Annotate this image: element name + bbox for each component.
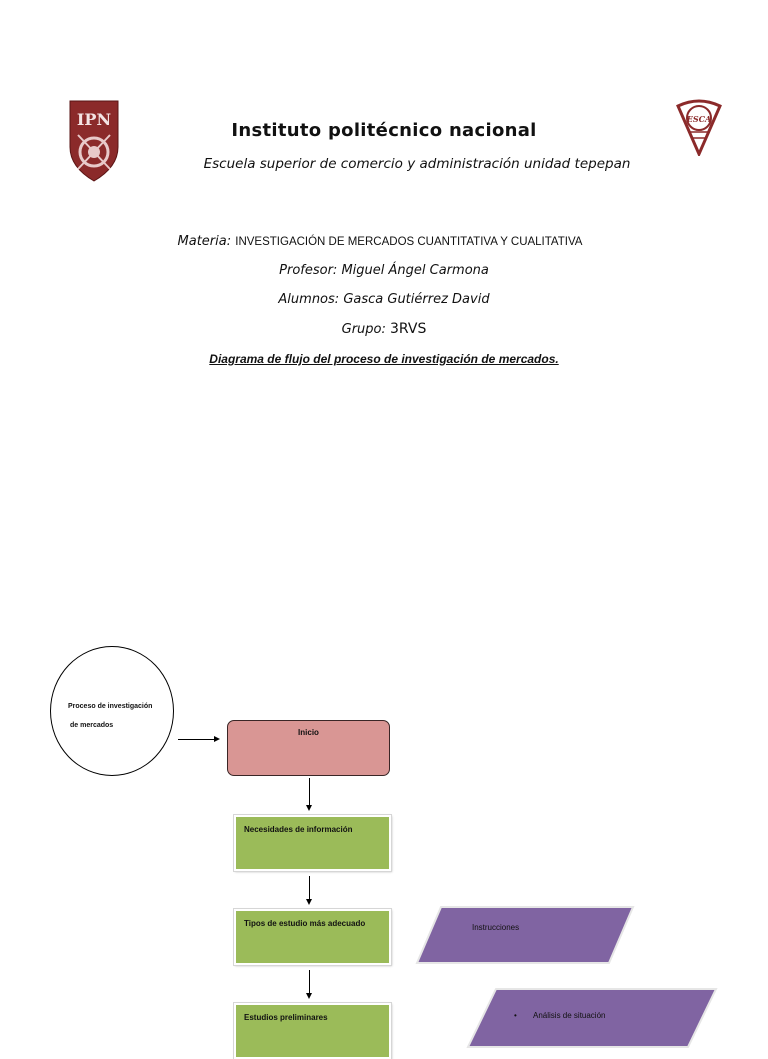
- step-box-estudios: [234, 1003, 391, 1059]
- alumnos-line: [0, 292, 768, 307]
- input-parallelogram-analisis: [466, 988, 718, 1048]
- profesor-value: Miguel Ángel Carmona: [341, 263, 489, 278]
- document-heading: Diagrama de flujo del proceso de investigación de mercados.: [209, 352, 559, 366]
- input-label: Análisis de situación: [533, 1011, 606, 1020]
- grupo-label: Grupo:: [341, 322, 386, 337]
- materia-label: Materia:: [177, 234, 232, 249]
- process-circle-line1: Proceso de investigación: [68, 703, 153, 710]
- arrow-step1-to-step2: [309, 876, 310, 899]
- alumnos-value: Gasca Gutiérrez David: [343, 292, 490, 307]
- bullet-icon: •: [514, 1011, 517, 1020]
- alumnos-label: Alumnos:: [278, 292, 340, 307]
- process-circle-line2: de mercados: [70, 722, 114, 729]
- start-box: [227, 720, 390, 776]
- step-label: Estudios preliminares: [244, 1013, 328, 1022]
- arrow-start-to-step1: [309, 778, 310, 805]
- page-title: Instituto politécnico nacional: [231, 120, 537, 141]
- arrow-step2-to-step3: [309, 970, 310, 993]
- input-parallelogram-instrucciones: [415, 906, 635, 964]
- grupo-value: 3RVS: [390, 321, 427, 337]
- page-subtitle: Escuela superior de comercio y administración unidad tepepan: [203, 156, 631, 172]
- step-label: Tipos de estudio más adecuado: [244, 919, 366, 928]
- materia-value: INVESTIGACIÓN DE MERCADOS CUANTITATIVA Y CUALITATIVA: [235, 236, 583, 248]
- step-box-tipos: [234, 909, 391, 965]
- grupo-line: [0, 321, 768, 337]
- step-label: Necesidades de información: [244, 825, 353, 834]
- arrow-circle-to-start: [178, 739, 214, 740]
- ipn-logo-text: IPN: [76, 110, 112, 129]
- start-label: Inicio: [298, 728, 319, 737]
- esca-logo-text: ESCA: [686, 114, 712, 124]
- process-circle-text: [68, 697, 168, 735]
- materia-line: [0, 234, 764, 249]
- step-box-necesidades: [234, 815, 391, 871]
- input-label: Instrucciones: [472, 923, 520, 932]
- profesor-line: [0, 263, 768, 278]
- profesor-label: Profesor:: [279, 263, 338, 278]
